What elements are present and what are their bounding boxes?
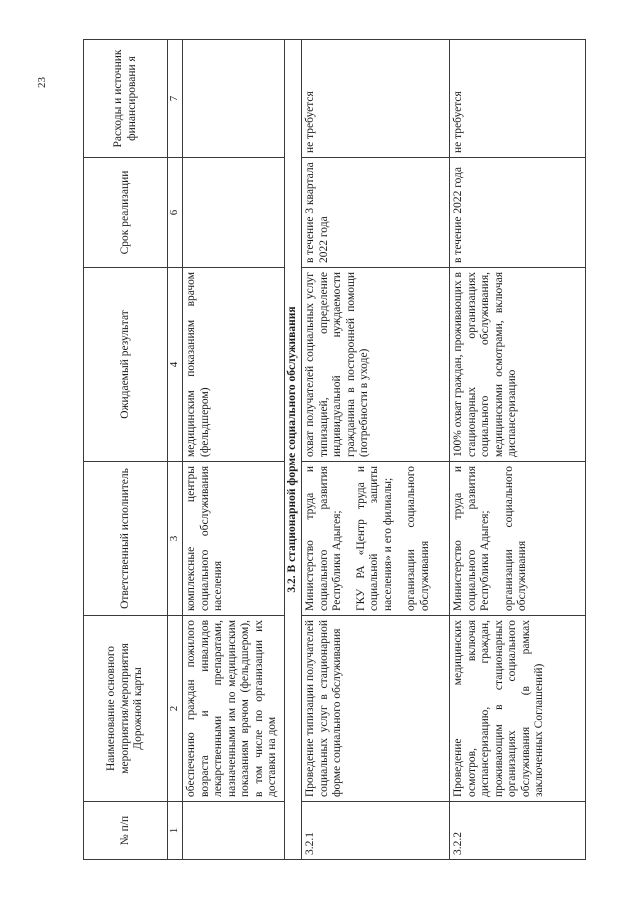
- column-number-row: [168, 40, 183, 860]
- row-result: 100% охват граждан, проживающих в стационарных организациях социального обслуживания, медицинскими осмотрами, включая диспансеризацию: [450, 268, 586, 462]
- row-executor: комплексные центры социального обслуживания населения: [183, 462, 285, 616]
- table-row: [183, 40, 285, 860]
- column-number: 3: [168, 462, 183, 616]
- row-finance: не требуется: [450, 40, 586, 158]
- column-number: 4: [168, 268, 183, 462]
- row-finance: [183, 40, 285, 158]
- row-num: 3.2.1: [302, 802, 450, 860]
- executor-line: ГКУ РА «Центр труда и социальной защиты населения» и его филиалы;: [354, 466, 394, 611]
- page-number: 23: [36, 77, 48, 88]
- column-number: 2: [168, 616, 183, 802]
- row-finance: не требуется: [302, 40, 450, 158]
- header-executor: Ответственный исполнитель: [84, 462, 168, 616]
- row-name: обеспечению граждан пожилого возраста и инвалидов лекарственными препаратами, назначенными им по медицинским показаниям врачом (фельдшером), в том числе по организации их доставки на дом: [183, 616, 285, 802]
- executor-line: организации социального обслуживания: [405, 466, 431, 611]
- table-row: [450, 40, 586, 860]
- row-executor: [302, 462, 450, 616]
- header-result: Ожидаемый результат: [84, 268, 168, 462]
- row-name: Проведение типизации получателей социальных услуг в стационарной форме социального обслуживания: [302, 616, 450, 802]
- rotated-page-content: [83, 40, 603, 860]
- executor-line: организации социального обслуживания: [502, 466, 528, 611]
- header-num: № п/п: [84, 802, 168, 860]
- row-term: в течение 2022 года: [450, 158, 586, 268]
- column-number: 7: [168, 40, 183, 158]
- row-num: [183, 802, 285, 860]
- row-num: 3.2.2: [450, 802, 586, 860]
- header-term: Срок реализации: [84, 158, 168, 268]
- table-header-row: [84, 40, 168, 860]
- column-number: 1: [168, 802, 183, 860]
- row-term: в течение 3 квартала 2022 года: [302, 158, 450, 268]
- executor-line: Министерство труда и социального развития Республики Адыгея;: [452, 466, 491, 611]
- column-number: 6: [168, 158, 183, 268]
- table-row: [302, 40, 450, 860]
- row-result: охват получателей социальных услуг типизацией, определение индивидуальной нуждаемости гражданина в посторонней помощи (потребности в уходе): [302, 268, 450, 462]
- row-executor: [450, 462, 586, 616]
- roadmap-table: [83, 39, 586, 860]
- row-term: [183, 158, 285, 268]
- row-name: Проведение медицинских осмотров, включая диспансеризацию, граждан, проживающим в стационарных организациях социального обслуживания (в рамках заключенных Соглашений): [450, 616, 586, 802]
- executor-line: Министерство труда и социального развития Республики Адыгея;: [304, 466, 343, 611]
- section-row: [285, 40, 302, 860]
- header-finance: Расходы и источник финансировани я: [84, 40, 168, 158]
- row-result: медицинским показаниям врачом (фельдшером): [183, 268, 285, 462]
- header-name: Наименование основного мероприятия/мероприятия Дорожной карты: [84, 616, 168, 802]
- section-title: 3.2. В стационарной форме социального обслуживания: [285, 40, 302, 860]
